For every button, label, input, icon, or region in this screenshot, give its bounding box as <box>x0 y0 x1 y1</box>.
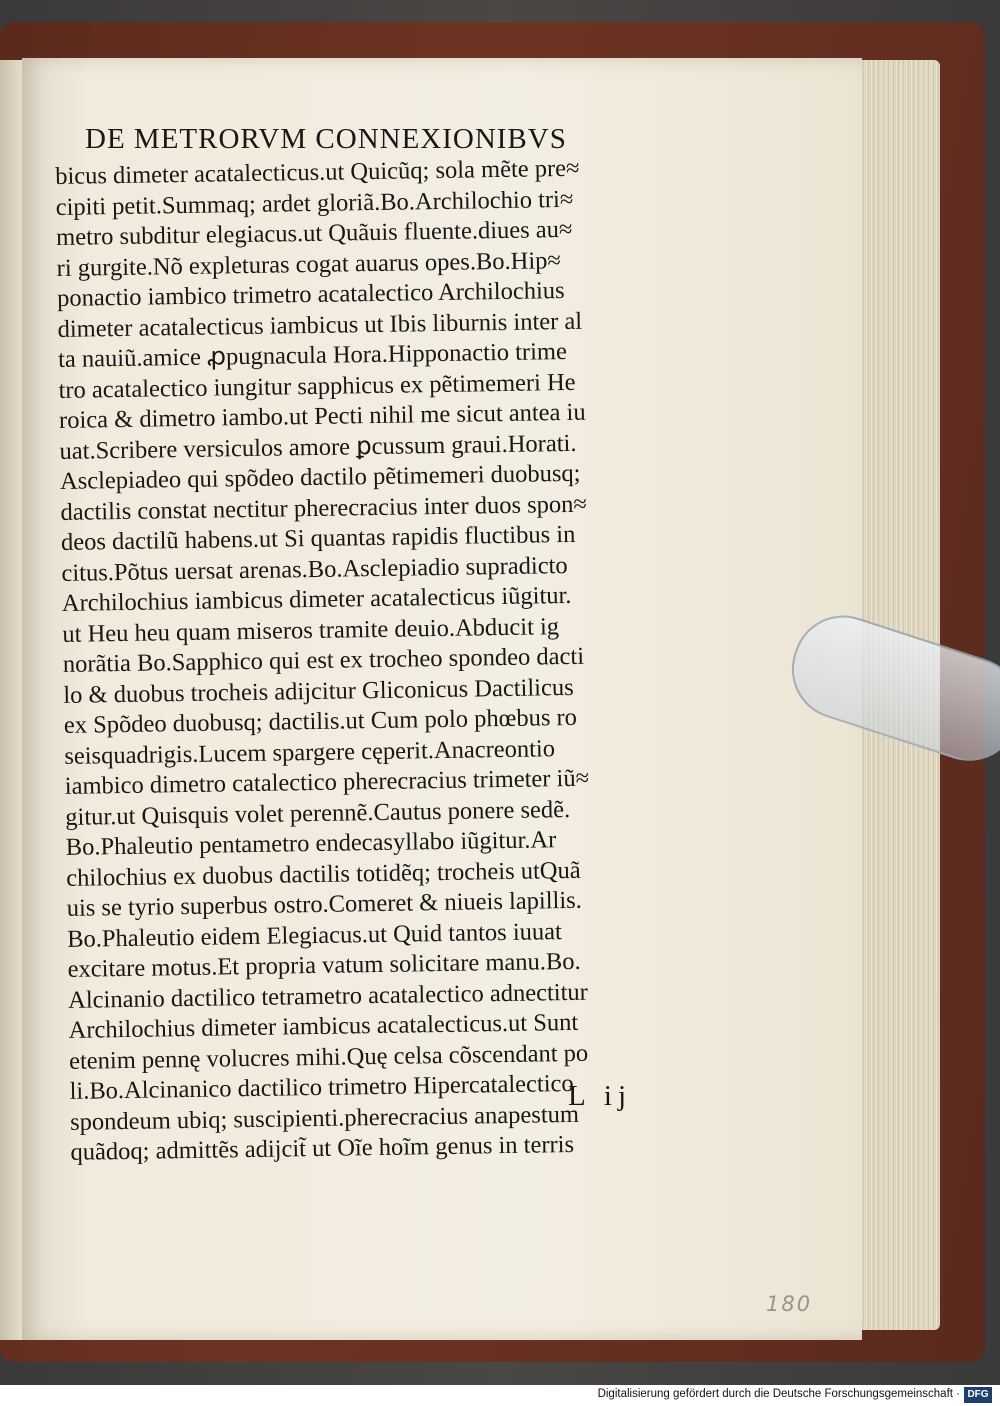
text-line: deos dactilũ habens.ut Si quantas rapidis fluctibus in <box>60 520 576 556</box>
text-line: dimeter acatalecticus iambicus ut Ibis liburnis inter al <box>57 307 583 343</box>
text-line: gitur.ut Quisquis volet perennẽ.Cautus ponere sedẽ. <box>65 795 571 831</box>
text-line: Archilochius iambicus dimeter acatalecticus iũgitur. <box>61 581 572 617</box>
text-line: Bo.Phaleutio eidem Elegiacus.ut Quid tantos iuuat <box>66 917 563 953</box>
text-line: uat.Scribere versiculos amore ꝑcussum graui.Horati. <box>59 429 577 465</box>
text-line: citus.Põtus uersat arenas.Bo.Asclepiadio supradicto <box>61 551 568 587</box>
footer-bar <box>0 1385 1000 1406</box>
text-line: cipiti petit.Summaq; ardet gloriã.Bo.Archilochio tri≈ <box>55 185 574 221</box>
text-line: Alcinanio dactilico tetrametro acatalectico adnectitur <box>67 978 588 1014</box>
text-line: roica & dimetro iambo.ut Pecti nihil me sicut antea iu <box>58 398 586 434</box>
page-text <box>55 152 681 1168</box>
text-line: spondeum ubiq; suscipienti.pherecracius anapestum <box>69 1100 580 1136</box>
pencil-folio-number: 180 <box>766 1292 813 1316</box>
running-heading: DE METRORVM CONNEXIONIBVS <box>85 123 567 155</box>
signature-mark: L ij <box>568 1080 633 1112</box>
text-line: Archilochius dimeter iambicus acatalecticus.ut Sunt <box>68 1008 579 1044</box>
text-line: Asclepiadeo qui spõdeo dactilo pẽtimemeri duobusq; <box>59 459 581 495</box>
text-line: ut Heu heu quam miseros tramite deuio.Abducit ig <box>62 612 560 648</box>
text-line: iambico dimetro catalectico pherecracius trimeter iũ≈ <box>64 764 590 800</box>
text-line: norãtia Bo.Sapphico qui est ex trocheo spondeo dacti <box>62 642 585 678</box>
left-page-edge <box>0 60 24 1340</box>
text-line: metro subditur elegiacus.ut Quãuis fluente.diues au≈ <box>55 215 573 251</box>
text-line: bicus dimeter acatalecticus.ut Quicũq; sola mẽte pre≈ <box>55 154 580 190</box>
text-line: ponactio iambico trimetro acatalectico Archilochius <box>56 277 565 312</box>
text-line: Bo.Phaleutio pentametro endecasyllabo iũgitur.Ar <box>65 826 557 861</box>
text-line: quãdoq; admittẽs adijcit̃ ut Oĩe hoĩm genus in terris <box>70 1130 575 1166</box>
text-line: etenim pennę volucres mihi.Quę celsa cõscendant po <box>68 1039 589 1075</box>
text-line: li.Bo.Alcinanico dactilico trimetro Hipercatalectico <box>69 1069 574 1105</box>
text-line: seisquadrigis.Lucem spargere cęperit.Anacreontio <box>64 734 556 770</box>
footer-credit: Digitalisierung gefördert durch die Deutsche Forschungsgemeinschaft · <box>597 1388 960 1400</box>
text-line: ta nauiũ.amice ꝓpugnacula Hora.Hipponactio trime <box>57 337 568 373</box>
text-line: ex Spõdeo duobusq; dactilis.ut Cum polo phœbus ro <box>63 703 578 739</box>
dfg-logo: DFG <box>964 1387 992 1403</box>
text-line: lo & duobus trocheis adijcitur Gliconicus Dactilicus <box>63 673 574 709</box>
text-line: ri gurgite.Nõ expleturas cogat auarus opes.Bo.Hip≈ <box>56 246 562 282</box>
text-line: tro acatalectico iungitur sapphicus ex pẽtimemeri He <box>58 368 576 404</box>
text-line: chilochius ex duobus dactilis totidẽq; trocheis utQuã <box>66 856 581 892</box>
text-line: dactilis constat nectitur pherecracius inter duos spon≈ <box>60 490 588 526</box>
text-line: uis se tyrio superbus ostro.Comeret & niueis lapillis. <box>66 886 583 922</box>
text-line: excitare motus.Et propria vatum solicitare manu.Bo. <box>67 947 581 983</box>
